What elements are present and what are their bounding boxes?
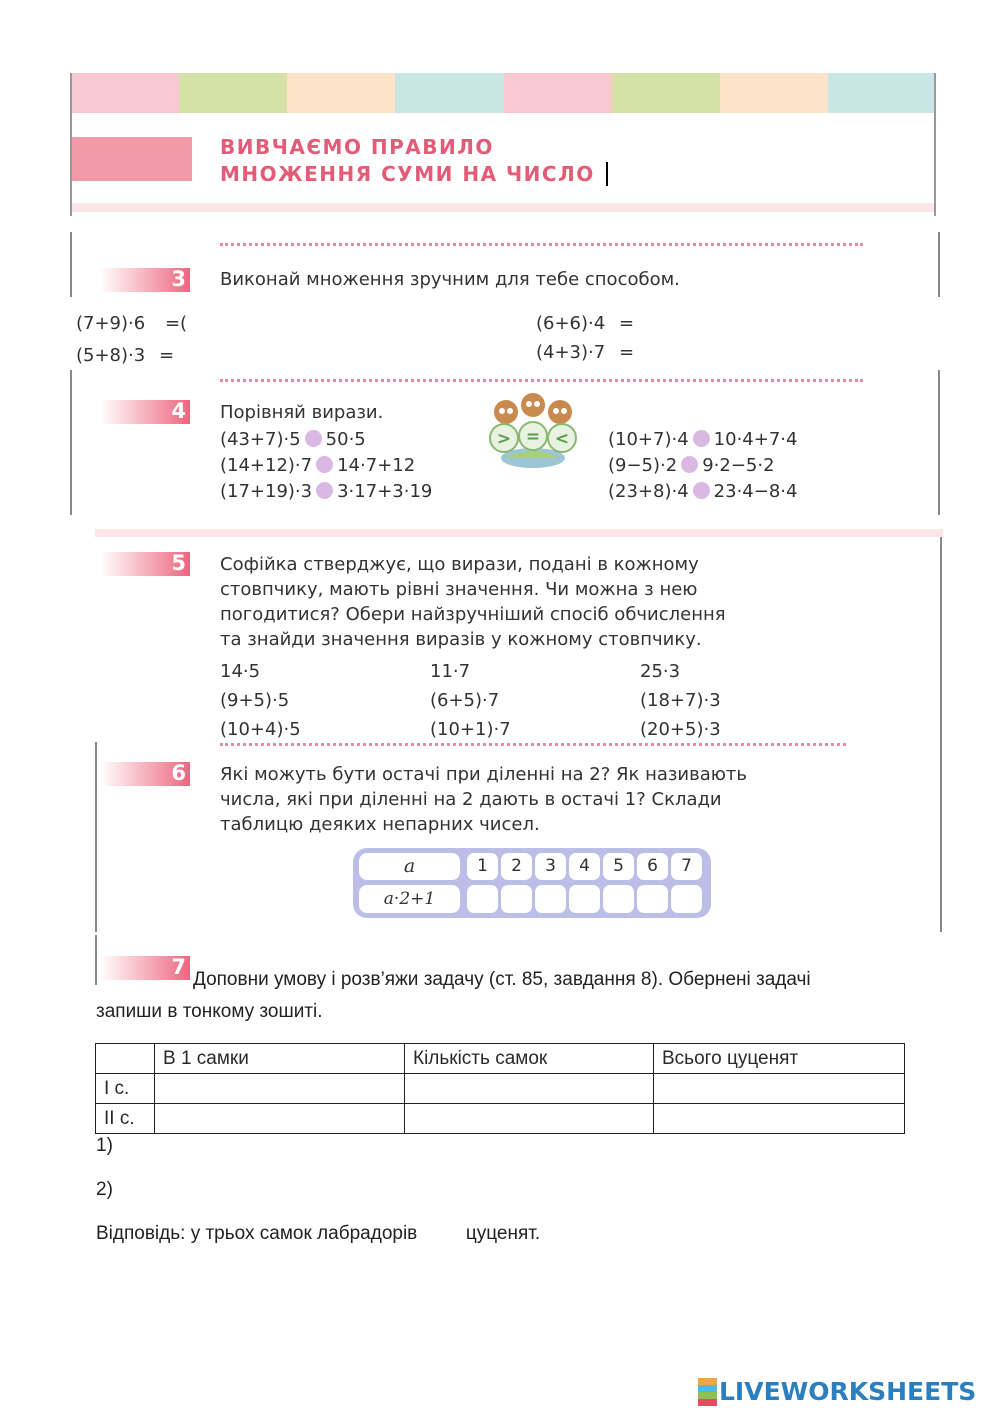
expr: 3·17+3·19 (337, 481, 433, 502)
answer-cell-input[interactable] (569, 885, 600, 913)
answer-input[interactable]: = (158, 345, 175, 366)
table-cell-input[interactable] (654, 1074, 905, 1104)
expr: (17+19)·3 (220, 481, 313, 502)
expr: (23+8)·4 (608, 481, 689, 502)
value-cells (467, 853, 702, 880)
sign-less: < (554, 429, 570, 449)
expr: (10+4)·5 (220, 719, 301, 740)
answer-cells (467, 885, 702, 913)
task5-number: 5 (171, 551, 186, 575)
header-stripe (71, 73, 936, 113)
compare-slot[interactable] (681, 456, 698, 473)
expr: (10+1)·7 (430, 719, 511, 740)
expr: (18+7)·3 (640, 690, 721, 711)
expr: 25·3 (640, 661, 681, 682)
comparison-characters-illustration (478, 392, 588, 472)
value-cell: 2 (501, 853, 532, 880)
task3-expr-2 (76, 345, 174, 366)
expr: (6+6)·4 (536, 313, 606, 334)
task3-frame-right (938, 232, 940, 297)
task6-number: 6 (171, 761, 186, 785)
text-line: числа, які при діленні на 2 дають в остачі 1? Склади (220, 789, 722, 810)
expr: (9−5)·2 (608, 455, 678, 476)
sign-greater: > (496, 429, 512, 449)
task3-expr-1 (76, 313, 187, 334)
compare-slot[interactable] (693, 482, 710, 499)
page-title (220, 134, 595, 188)
expr: (5+8)·3 (76, 345, 146, 366)
expr: 14·5 (220, 661, 261, 682)
task3-number: 3 (171, 267, 186, 291)
answer-input[interactable]: = (618, 342, 635, 363)
answer-suffix: цуценят. (465, 1223, 541, 1244)
table-header-cell: Кількість самок (405, 1044, 654, 1074)
table-header-cell: В 1 самки (155, 1044, 405, 1074)
answer-prefix: Відповідь: у трьох самок лабрадорів (96, 1223, 418, 1244)
task4-frame-left (70, 370, 72, 515)
answer-cell-input[interactable] (671, 885, 702, 913)
answer-cell-input[interactable] (501, 885, 532, 913)
value-cell: 4 (569, 853, 600, 880)
task7-frame-left (95, 935, 97, 985)
logo-badge (698, 1378, 717, 1406)
task6-frame-right (940, 742, 942, 932)
task3-expr-4 (536, 342, 634, 363)
table-cell-input[interactable] (654, 1104, 905, 1134)
odd-numbers-table (353, 848, 711, 918)
answer-cell-input[interactable] (637, 885, 668, 913)
text-line: Які можуть бути остачі при діленні на 2? Як називають (220, 764, 748, 785)
task5-top-band (95, 529, 943, 537)
task5-column-2 (430, 657, 511, 744)
text-line: погодитися? Обери найзручніший спосіб обчислення (220, 604, 726, 625)
row-label-a: a (359, 853, 460, 880)
value-cell: 5 (603, 853, 634, 880)
stripe-segment (504, 73, 612, 113)
expr: 23·4−8·4 (713, 481, 798, 502)
table-cell-input[interactable] (405, 1074, 654, 1104)
task6-text (220, 762, 747, 837)
row-label: II с. (96, 1104, 155, 1134)
stripe-segment (179, 73, 287, 113)
task4-number: 4 (171, 399, 186, 423)
divider-dots (220, 379, 863, 382)
stripe-segment (395, 73, 503, 113)
answer-cell-input[interactable] (467, 885, 498, 913)
table-header-cell: Всього цуценят (654, 1044, 905, 1074)
header-frame-right (934, 73, 936, 216)
task6-number-tag (100, 762, 190, 786)
task5-frame-right (940, 537, 942, 742)
task5-column-1 (220, 657, 301, 744)
stripe-segment (720, 73, 828, 113)
expr: (7+9)·6 (76, 313, 146, 334)
task5-text (220, 552, 726, 652)
compare-slot[interactable] (316, 482, 333, 499)
compare-row (220, 427, 432, 453)
table-cell-input[interactable] (405, 1104, 654, 1134)
expr: (4+3)·7 (536, 342, 606, 363)
compare-slot[interactable] (316, 456, 333, 473)
text-line: стовпчику, мають рівні значення. Чи можна з нею (220, 579, 698, 600)
compare-row (220, 479, 432, 505)
expr: (14+12)·7 (220, 455, 313, 476)
table-row (96, 1104, 905, 1134)
step-1: 1) (96, 1135, 113, 1156)
compare-slot[interactable] (693, 430, 710, 447)
table-header-row (96, 1044, 905, 1074)
task6-frame-left (95, 742, 97, 932)
table-row (96, 1074, 905, 1104)
compare-row (608, 427, 797, 453)
table-cell-input[interactable] (155, 1104, 405, 1134)
expr: (6+5)·7 (430, 690, 500, 711)
answer-input[interactable]: =( (164, 313, 188, 334)
row-label: I с. (96, 1074, 155, 1104)
task5-column-3 (640, 657, 721, 744)
task3-text: Виконай множення зручним для тебе способом. (220, 269, 680, 290)
task7-number: 7 (171, 955, 186, 979)
expr: (9+5)·5 (220, 690, 290, 711)
task7-line-1: Доповни умову і розв’яжи задачу (ст. 85, завдання 8). Обернені задачі (193, 969, 811, 990)
task3-number-tag (100, 268, 190, 292)
stripe-segment (828, 73, 936, 113)
value-cell: 7 (671, 853, 702, 880)
answer-input[interactable]: = (618, 313, 635, 334)
expr: 9·2−5·2 (702, 455, 775, 476)
compare-row (608, 453, 797, 479)
title-line-2: МНОЖЕННЯ СУМИ НА ЧИСЛО (220, 162, 595, 186)
sign-equal: = (525, 427, 541, 447)
answer-cell-input[interactable] (603, 885, 634, 913)
stripe-segment (612, 73, 720, 113)
title-tab (72, 137, 192, 181)
task4-frame-right (938, 370, 940, 515)
text-cursor (606, 162, 608, 186)
task4-text: Порівняй вирази. (220, 402, 384, 423)
compare-row (608, 479, 797, 505)
text-line: Софійка стверджує, що вирази, подані в кожному (220, 554, 699, 575)
answer-line (96, 1223, 540, 1245)
expr: 11·7 (430, 661, 471, 682)
table-cell-input[interactable] (155, 1074, 405, 1104)
liveworksheets-logo (698, 1377, 976, 1406)
stripe-segment (71, 73, 179, 113)
value-cell: 6 (637, 853, 668, 880)
expr: 50·5 (325, 429, 366, 450)
title-line-1: ВИВЧАЄМО ПРАВИЛО (220, 135, 494, 159)
stripe-segment (287, 73, 395, 113)
task3-expr-3 (536, 313, 634, 334)
task4-number-tag (100, 400, 190, 424)
task3-frame-left (70, 232, 72, 297)
expr: (10+7)·4 (608, 429, 689, 450)
task4-right-rows (608, 427, 797, 505)
table-header-cell (96, 1044, 155, 1074)
step-2: 2) (96, 1179, 113, 1200)
task4-left-rows (220, 427, 432, 505)
puppies-table (95, 1043, 905, 1134)
row-label-formula: a·2+1 (359, 885, 460, 913)
logo-text: LIVEWORKSHEETS (719, 1377, 977, 1406)
compare-slot[interactable] (305, 430, 322, 447)
expr: 14·7+12 (337, 455, 416, 476)
text-line: таблицю деяких непарних чисел. (220, 814, 540, 835)
task5-number-tag (100, 552, 190, 576)
value-cell: 1 (467, 853, 498, 880)
divider-dots (220, 743, 846, 746)
text-line: та знайди значення виразів у кожному стовпчику. (220, 629, 702, 650)
task7-line-2: запиши в тонкому зошиті. (96, 1001, 323, 1022)
characters-icon (478, 392, 588, 472)
answer-cell-input[interactable] (535, 885, 566, 913)
task7-number-tag (100, 956, 190, 980)
expr: (20+5)·3 (640, 719, 721, 740)
expr: (43+7)·5 (220, 429, 301, 450)
value-cell: 3 (535, 853, 566, 880)
compare-row (220, 453, 432, 479)
divider-dots (220, 243, 863, 246)
header-bottom-band (72, 203, 934, 212)
expr: 10·4+7·4 (713, 429, 798, 450)
